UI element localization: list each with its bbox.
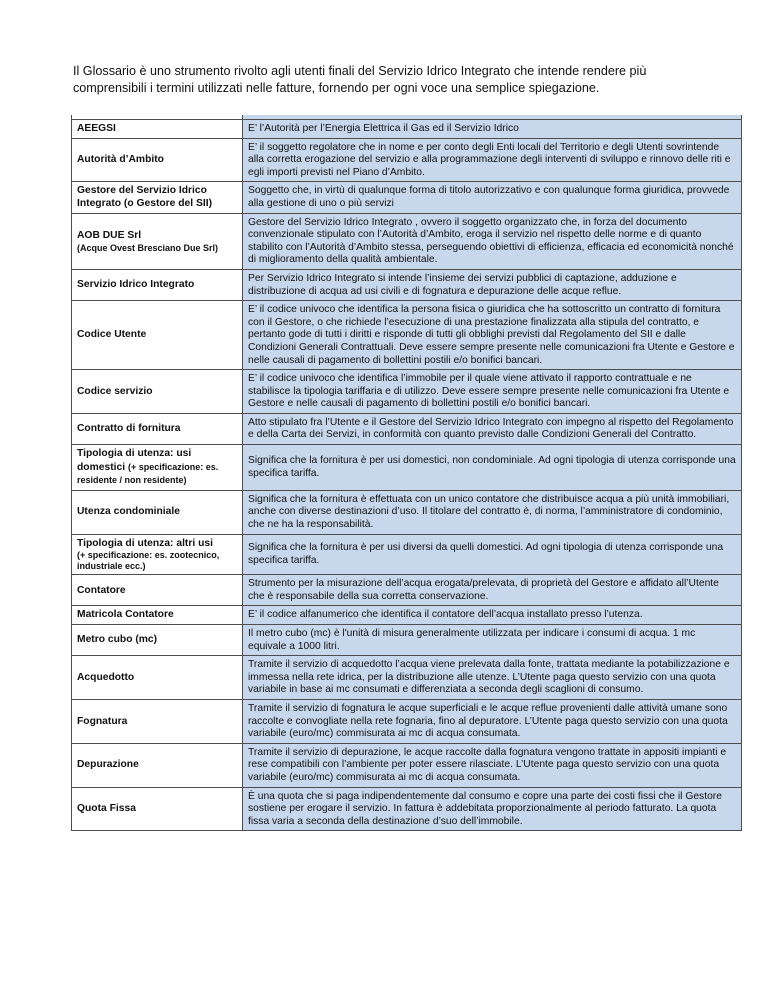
glossary-term <box>72 534 243 575</box>
glossary-row <box>72 656 742 700</box>
glossary-definition: Soggetto che, in virtù di qualunque forma di titolo autorizzativo e con qualunque forma giuridica, provvede alla gestione di uno o più servizi <box>243 182 742 213</box>
glossary-row <box>72 269 742 300</box>
glossary-definition: Tramite il servizio di depurazione, le acque raccolte dalla fognatura vengono trattate in appositi impianti e rese compatibili con l’ambiente per poter essere rilasciate. L’Utente paga questo servizio con una quota variabile (euro/mc) commisurata ai mc di acqua consumata. <box>243 743 742 787</box>
glossary-definition: E’ il soggetto regolatore che in nome e per conto degli Enti locali del Territorio e degli Utenti sovrintende alla corretta erogazione del servizio e alla programmazione degli interventi di sviluppo e rinnovo delle riti e egli importi previsti nel Piano d’Ambito. <box>243 138 742 182</box>
glossary-definition: Il metro cubo (mc) è l'unità di misura generalmente utilizzata per indicare i consumi di acqua. 1 mc equivale a 1000 litri. <box>243 625 742 656</box>
glossary-definition: E’ l’Autorità per l’Energia Elettrica il Gas ed il Servizio Idrico <box>243 120 742 139</box>
glossary-definition: Atto stipulato fra l’Utente e il Gestore del Servizio Idrico Integrato con impegno al rispetto del Regolamento e della Carta dei Servizi, in conformità con quanto previsto dalle Condizioni Generali del Contratto. <box>243 413 742 444</box>
glossary-term <box>72 445 243 491</box>
term-label: Codice Utente <box>77 329 147 341</box>
glossary-definition: Gestore del Servizio Idrico Integrato , ovvero il soggetto organizzato che, in forza del documento convenzionale stipulato con l’Autorità d’Ambito, eroga il servizio nel rispetto delle norme e di quanto stabilito con l’Autorità d’Ambito stessa, perseguendo obiettivi di efficienza, efficacia ed economicità nonché di miglioramento della qualità ambientale. <box>243 213 742 269</box>
glossary-definition: Significa che la fornitura è per usi domestici, non condominiale. Ad ogni tipologia di utenza corrisponde una specifica tariffa. <box>243 445 742 491</box>
term-label: Servizio Idrico Integrato <box>77 279 195 291</box>
glossary-term <box>72 213 243 269</box>
term-label: Fognatura <box>77 715 128 727</box>
term-label: Tipologia di utenza: usi domestici <box>77 448 192 473</box>
glossary-term <box>72 269 243 300</box>
term-label: Gestore del Servizio Idrico Integrato (o Gestore del SII) <box>77 185 213 209</box>
glossary-row <box>72 625 742 656</box>
term-specification: (+ specificazione: es. zootecnico, industriale ecc.) <box>77 550 220 572</box>
term-label: Quota Fissa <box>77 803 136 815</box>
glossary-row <box>72 575 742 606</box>
glossary-row <box>72 182 742 213</box>
glossary-term <box>72 656 243 700</box>
glossary-row <box>72 370 742 414</box>
glossary-term <box>72 575 243 606</box>
glossary-term <box>72 413 243 444</box>
glossary-row <box>72 534 742 575</box>
glossary-row <box>72 120 742 139</box>
term-label: Codice servizio <box>77 385 153 397</box>
glossary-term <box>72 301 243 370</box>
glossary-row <box>72 699 742 743</box>
glossary-row <box>72 743 742 787</box>
glossary-definition: E’ il codice alfanumerico che identifica il contatore dell’acqua installato presso l’utenza. <box>243 606 742 625</box>
term-label: AEEGSI <box>77 123 116 134</box>
glossary-term <box>72 787 243 831</box>
glossary-row <box>72 490 742 534</box>
glossary-definition: Strumento per la misurazione dell’acqua erogata/prelevata, di proprietà del Gestore e affidato all’Utente che è responsabile della sua corretta conservazione. <box>243 575 742 606</box>
glossary-definition: Tramite il servizio di fognatura le acque superficiali e le acque reflue provenienti dalle attività umane sono raccolte e convogliate nella rete fognaria, fino al depuratore. L’Utente paga questo servizio con una quota variabile (euro/mc) commisurata ai mc di acqua consumata. <box>243 699 742 743</box>
glossary-table-body <box>72 115 742 831</box>
term-label: Utenza condominiale <box>77 506 180 518</box>
glossary-definition: Tramite il servizio di acquedotto l’acqua viene prelevata dalla fonte, trattata mediante la potabilizzazione e immessa nella rete idrica, per la distribuzione alle utenze. L’Utente paga questo servizio con una quota variabile in base ai mc consumati e differenziata a seconda degli scaglioni di consumo. <box>243 656 742 700</box>
glossary-intro: Il Glossario è uno strumento rivolto agli utenti finali del Servizio Idrico Integrato che intende rendere più comprensibili i termini utilizzati nelle fatture, fornendo per ogni voce una semplice spiegazione. <box>73 64 647 95</box>
glossary-term <box>72 606 243 625</box>
glossary-table <box>71 115 742 831</box>
term-label: Acquedotto <box>77 671 135 683</box>
term-label: Tipologia di utenza: altri usi <box>77 537 213 549</box>
glossary-row <box>72 413 742 444</box>
glossary-definition: E’ il codice univoco che identifica la persona fisica o giuridica che ha sottoscritto un contratto di fornitura con il Gestore, o che richiede l’esecuzione di una prestazione finalizzata alla stipula del contratto, e pertanto gode di tutti i diritti e risponde di tutti gli obblighi previsti dal Regolamento del SII e dalle Condizioni Generali Contrattuali. Deve essere sempre presente nelle comunicazioni fra Utente e Gestore e nelle causali di pagamento di bollettini postili e/o bonifici bancari. <box>243 301 742 370</box>
glossary-definition: È una quota che si paga indipendentemente dal consumo e copre una parte dei costi fissi che il Gestore sostiene per erogare il servizio. In fattura è addebitata proporzionalmente al periodo fatturato. La quota fissa varia a seconda della destinazione d’suo dell’immobile. <box>243 787 742 831</box>
glossary-term <box>72 370 243 414</box>
glossary-row <box>72 213 742 269</box>
glossary-definition: Significa che la fornitura è per usi diversi da quelli domestici. Ad ogni tipologia di utenza corrisponde una specifica tariffa. <box>243 534 742 575</box>
glossary-term <box>72 699 243 743</box>
glossary-row <box>72 606 742 625</box>
glossary-term <box>72 138 243 182</box>
term-label: Matricola Contatore <box>77 609 174 621</box>
glossary-term <box>72 182 243 213</box>
glossary-term <box>72 490 243 534</box>
glossary-term <box>72 625 243 656</box>
glossary-term <box>72 120 243 139</box>
term-label: AOB DUE Srl <box>77 229 142 241</box>
term-specification: (Acque Ovest Bresciano Due Srl) <box>77 242 219 253</box>
term-label: Contatore <box>77 584 126 596</box>
term-label: Depurazione <box>77 759 139 771</box>
term-label: Contratto di fornitura <box>77 423 181 435</box>
glossary-definition: Per Servizio Idrico Integrato si intende l’insieme dei servizi pubblici di captazione, adduzione e distribuzione di acqua ad usi civili e di fognatura e depurazione delle acque reflue. <box>243 269 742 300</box>
glossary-definition: Significa che la fornitura è effettuata con un unico contatore che distribuisce acqua a più unità immobiliari, anche con diverse destinazioni d’uso. Il titolare del contratto è, di norma, l’amministratore di condominio, che ne ha la responsabilità. <box>243 490 742 534</box>
term-label: Autorità d’Ambito <box>77 154 164 166</box>
glossary-row <box>72 445 742 491</box>
glossary-term <box>72 743 243 787</box>
term-label: Metro cubo (mc) <box>77 634 158 646</box>
glossary-definition: E’ il codice univoco che identifica l’immobile per il quale viene attivato il rapporto contrattuale e ne stabilisce la tipologia tariffaria e di utilizzo. Deve essere sempre presente nelle comunicazioni fra Utente e Gestore e nelle causali di pagamento di bollettini postili e/o bonifici bancari. <box>243 370 742 414</box>
glossary-row <box>72 787 742 831</box>
glossary-row <box>72 138 742 182</box>
glossary-row <box>72 301 742 370</box>
term-specification: (+ specificazione: es. residente / non residente) <box>77 461 219 486</box>
